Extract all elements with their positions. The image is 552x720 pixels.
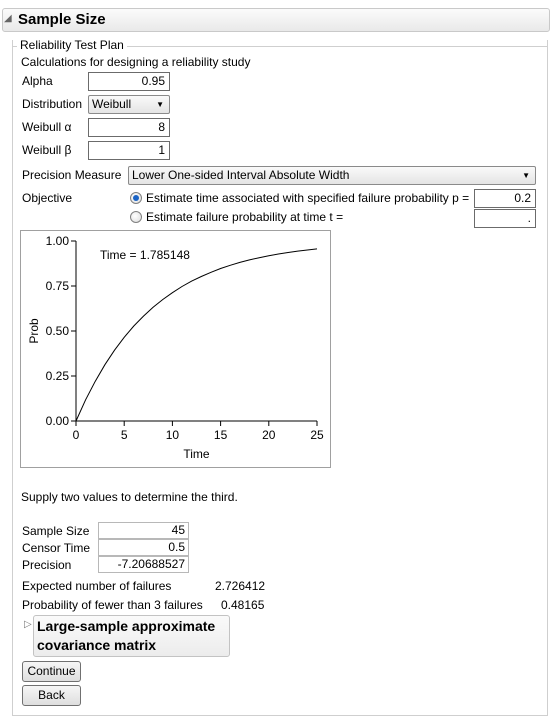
alpha-label: Alpha bbox=[22, 74, 53, 88]
continue-button[interactable]: Continue bbox=[22, 661, 81, 682]
expected-failures-value: 2.726412 bbox=[215, 579, 266, 593]
back-button[interactable]: Back bbox=[22, 685, 81, 706]
x-tick-label: 10 bbox=[165, 428, 180, 442]
chevron-down-icon: ▼ bbox=[522, 171, 530, 180]
distribution-value: Weibull bbox=[92, 97, 132, 111]
objective-label: Objective bbox=[22, 191, 73, 205]
failure-probability-input[interactable]: 0.2 bbox=[474, 189, 536, 208]
objective-option2-radio[interactable] bbox=[130, 211, 142, 223]
censor-time-input[interactable]: 0.5 bbox=[98, 539, 189, 556]
weibull-beta-input[interactable]: 1 bbox=[88, 141, 170, 160]
x-tick-label: 0 bbox=[72, 428, 80, 442]
censor-time-label: Censor Time bbox=[22, 541, 91, 555]
y-tick-label: 0.00 bbox=[45, 414, 69, 428]
alpha-input[interactable]: 0.95 bbox=[88, 72, 170, 91]
chevron-down-icon: ▼ bbox=[156, 100, 164, 109]
y-tick-label: 1.00 bbox=[45, 234, 69, 248]
y-tick-label: 0.50 bbox=[45, 324, 69, 338]
expected-failures-label: Expected number of failures bbox=[22, 579, 172, 593]
weibull-alpha-label: Weibull α bbox=[22, 120, 72, 134]
fieldset-legend: Reliability Test Plan bbox=[17, 38, 127, 52]
x-tick-label: 20 bbox=[262, 428, 276, 442]
probability-fewer-value: 0.48165 bbox=[221, 598, 265, 612]
x-tick-label: 15 bbox=[213, 428, 228, 442]
precision-measure-select[interactable] bbox=[128, 166, 536, 185]
covariance-title-line2: covariance matrix bbox=[37, 637, 157, 653]
y-tick-label: 0.75 bbox=[45, 279, 69, 293]
objective-option1-label[interactable]: Estimate time associated with specified failure probability p = bbox=[146, 191, 470, 205]
y-axis-label: Prob bbox=[27, 318, 41, 344]
sample-size-title: Sample Size bbox=[18, 11, 106, 28]
cdf-curve bbox=[76, 249, 317, 421]
precision-input[interactable]: -7.20688527 bbox=[98, 556, 189, 573]
y-tick-label: 0.25 bbox=[45, 369, 69, 383]
precision-label: Precision bbox=[22, 558, 72, 572]
precision-measure-value: Lower One-sided Interval Absolute Width bbox=[132, 168, 350, 182]
triangle-down-left-icon[interactable]: ◢ bbox=[4, 13, 12, 24]
distribution-select[interactable] bbox=[88, 95, 170, 114]
supply-instruction: Supply two values to determine the third. bbox=[21, 490, 238, 504]
objective-option2-label[interactable]: Estimate failure probability at time t = bbox=[146, 210, 344, 224]
x-tick-label: 5 bbox=[120, 428, 128, 442]
precision-measure-label: Precision Measure bbox=[22, 168, 122, 182]
objective-option1-radio[interactable] bbox=[130, 192, 142, 204]
time-annotation: Time = 1.785148 bbox=[100, 248, 190, 262]
covariance-title-line1: Large-sample approximate bbox=[37, 618, 216, 634]
probability-fewer-label: Probability of fewer than 3 failures bbox=[22, 598, 203, 612]
x-tick-label: 25 bbox=[310, 428, 324, 442]
weibull-alpha-input[interactable]: 8 bbox=[88, 118, 170, 137]
x-axis-label: Time bbox=[183, 447, 210, 461]
time-input[interactable]: . bbox=[474, 209, 536, 228]
intro-text: Calculations for designing a reliability study bbox=[21, 55, 251, 69]
weibull-beta-label: Weibull β bbox=[22, 143, 72, 157]
sample-size-input[interactable]: 45 bbox=[98, 522, 189, 539]
triangle-right-icon[interactable]: ▷ bbox=[24, 619, 32, 630]
distribution-label: Distribution bbox=[22, 97, 83, 111]
sample-size-label: Sample Size bbox=[22, 524, 90, 538]
probability-chart bbox=[20, 230, 331, 468]
